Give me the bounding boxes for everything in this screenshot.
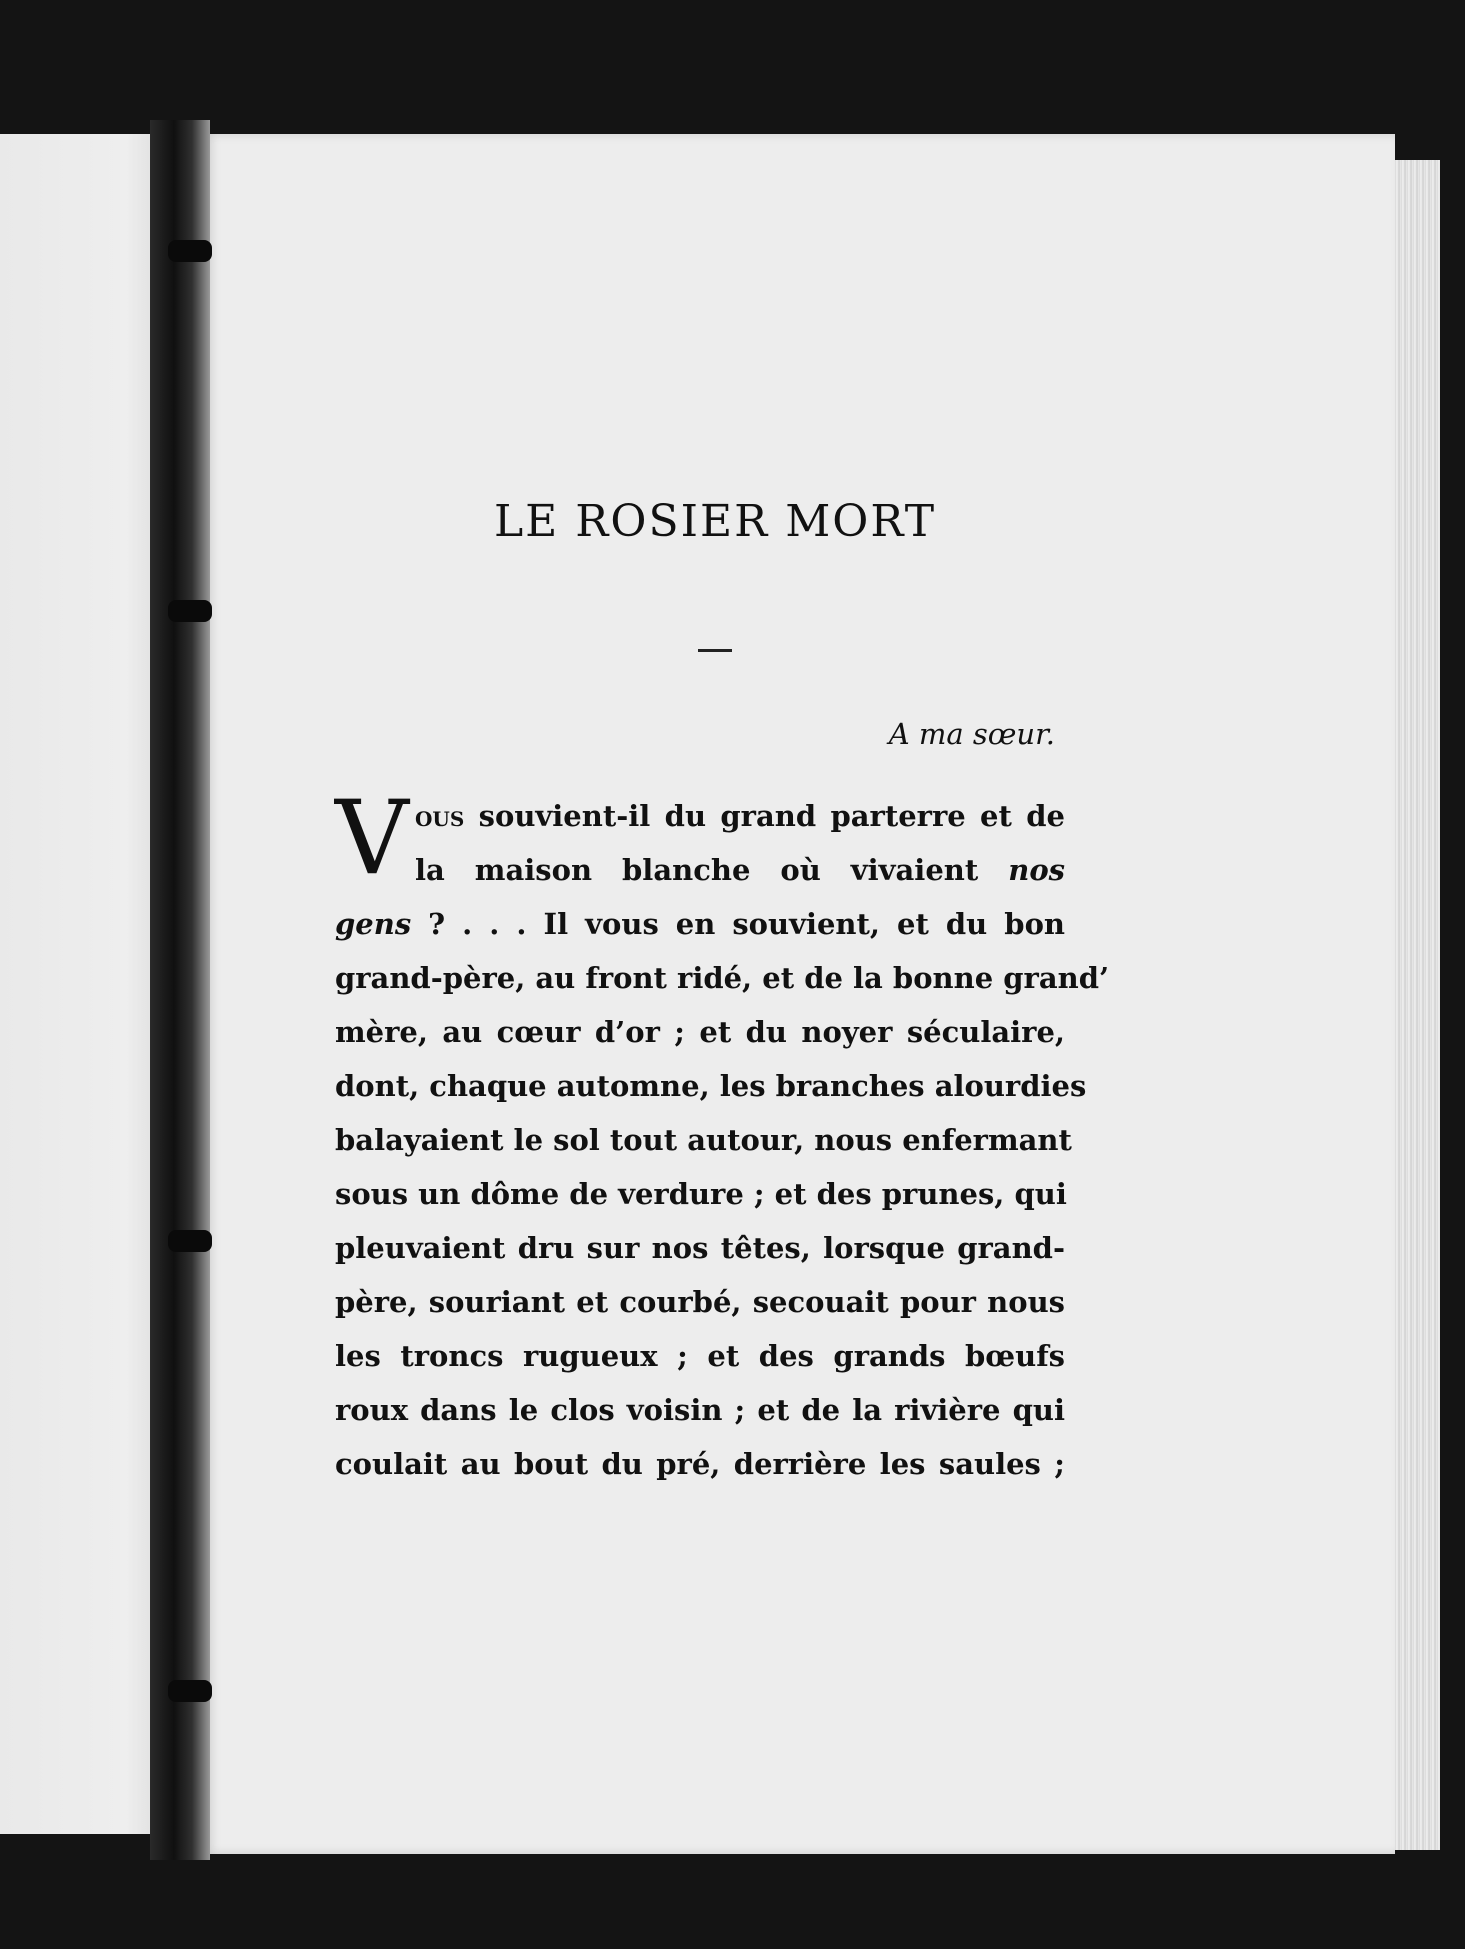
book-binding [150,120,210,1860]
title-rule [698,649,732,652]
text-line: balayaient le sol tout autour, nous enfermant [335,1123,1072,1157]
line-text: la maison blanche où vivaient [415,853,1009,887]
body-paragraph [335,779,1110,1491]
line-italic-text: gens [335,907,412,941]
text-line: roux dans le clos voisin ; et de la rivière qui [335,1393,1065,1427]
text-line: les troncs rugueux ; et des grands bœufs [335,1339,1065,1373]
line-text: ? . . . Il vous en souvient, et du bon [411,907,1065,941]
text-line: coulait au bout du pré, derrière les saules ; [335,1447,1065,1481]
line-start-smallcaps: ous [415,799,465,833]
chapter-title: LE ROSIER MORT [493,496,937,547]
line-italic-text: nos [1008,853,1065,887]
binding-stitch [168,1680,212,1702]
binding-stitch [168,240,212,262]
text-line: pleuvaient dru sur nos têtes, lorsque grand- [335,1231,1065,1265]
dedication: A ma sœur. [888,717,1055,751]
text-line [335,843,1065,897]
text-line: grand-père, au front ridé, et de la bonne grand’ [335,961,1110,995]
text-line: dont, chaque automne, les branches alourdies [335,1069,1087,1103]
line-text: souvient-il du grand parterre et de [464,799,1065,833]
text-line [335,789,1065,843]
drop-cap: V [335,779,409,898]
text-line: père, souriant et courbé, secouait pour nous [335,1285,1065,1319]
text-line: mère, au cœur d’or ; et du noyer séculaire, [335,1015,1065,1049]
binding-stitch [168,1230,212,1252]
drop-cap-block [335,779,1065,898]
page-content [335,496,1110,1491]
page-fore-edge [1395,160,1440,1850]
text-line: sous un dôme de verdure ; et des prunes, qui [335,1177,1067,1211]
binding-stitch [168,600,212,622]
text-line [335,897,1065,951]
